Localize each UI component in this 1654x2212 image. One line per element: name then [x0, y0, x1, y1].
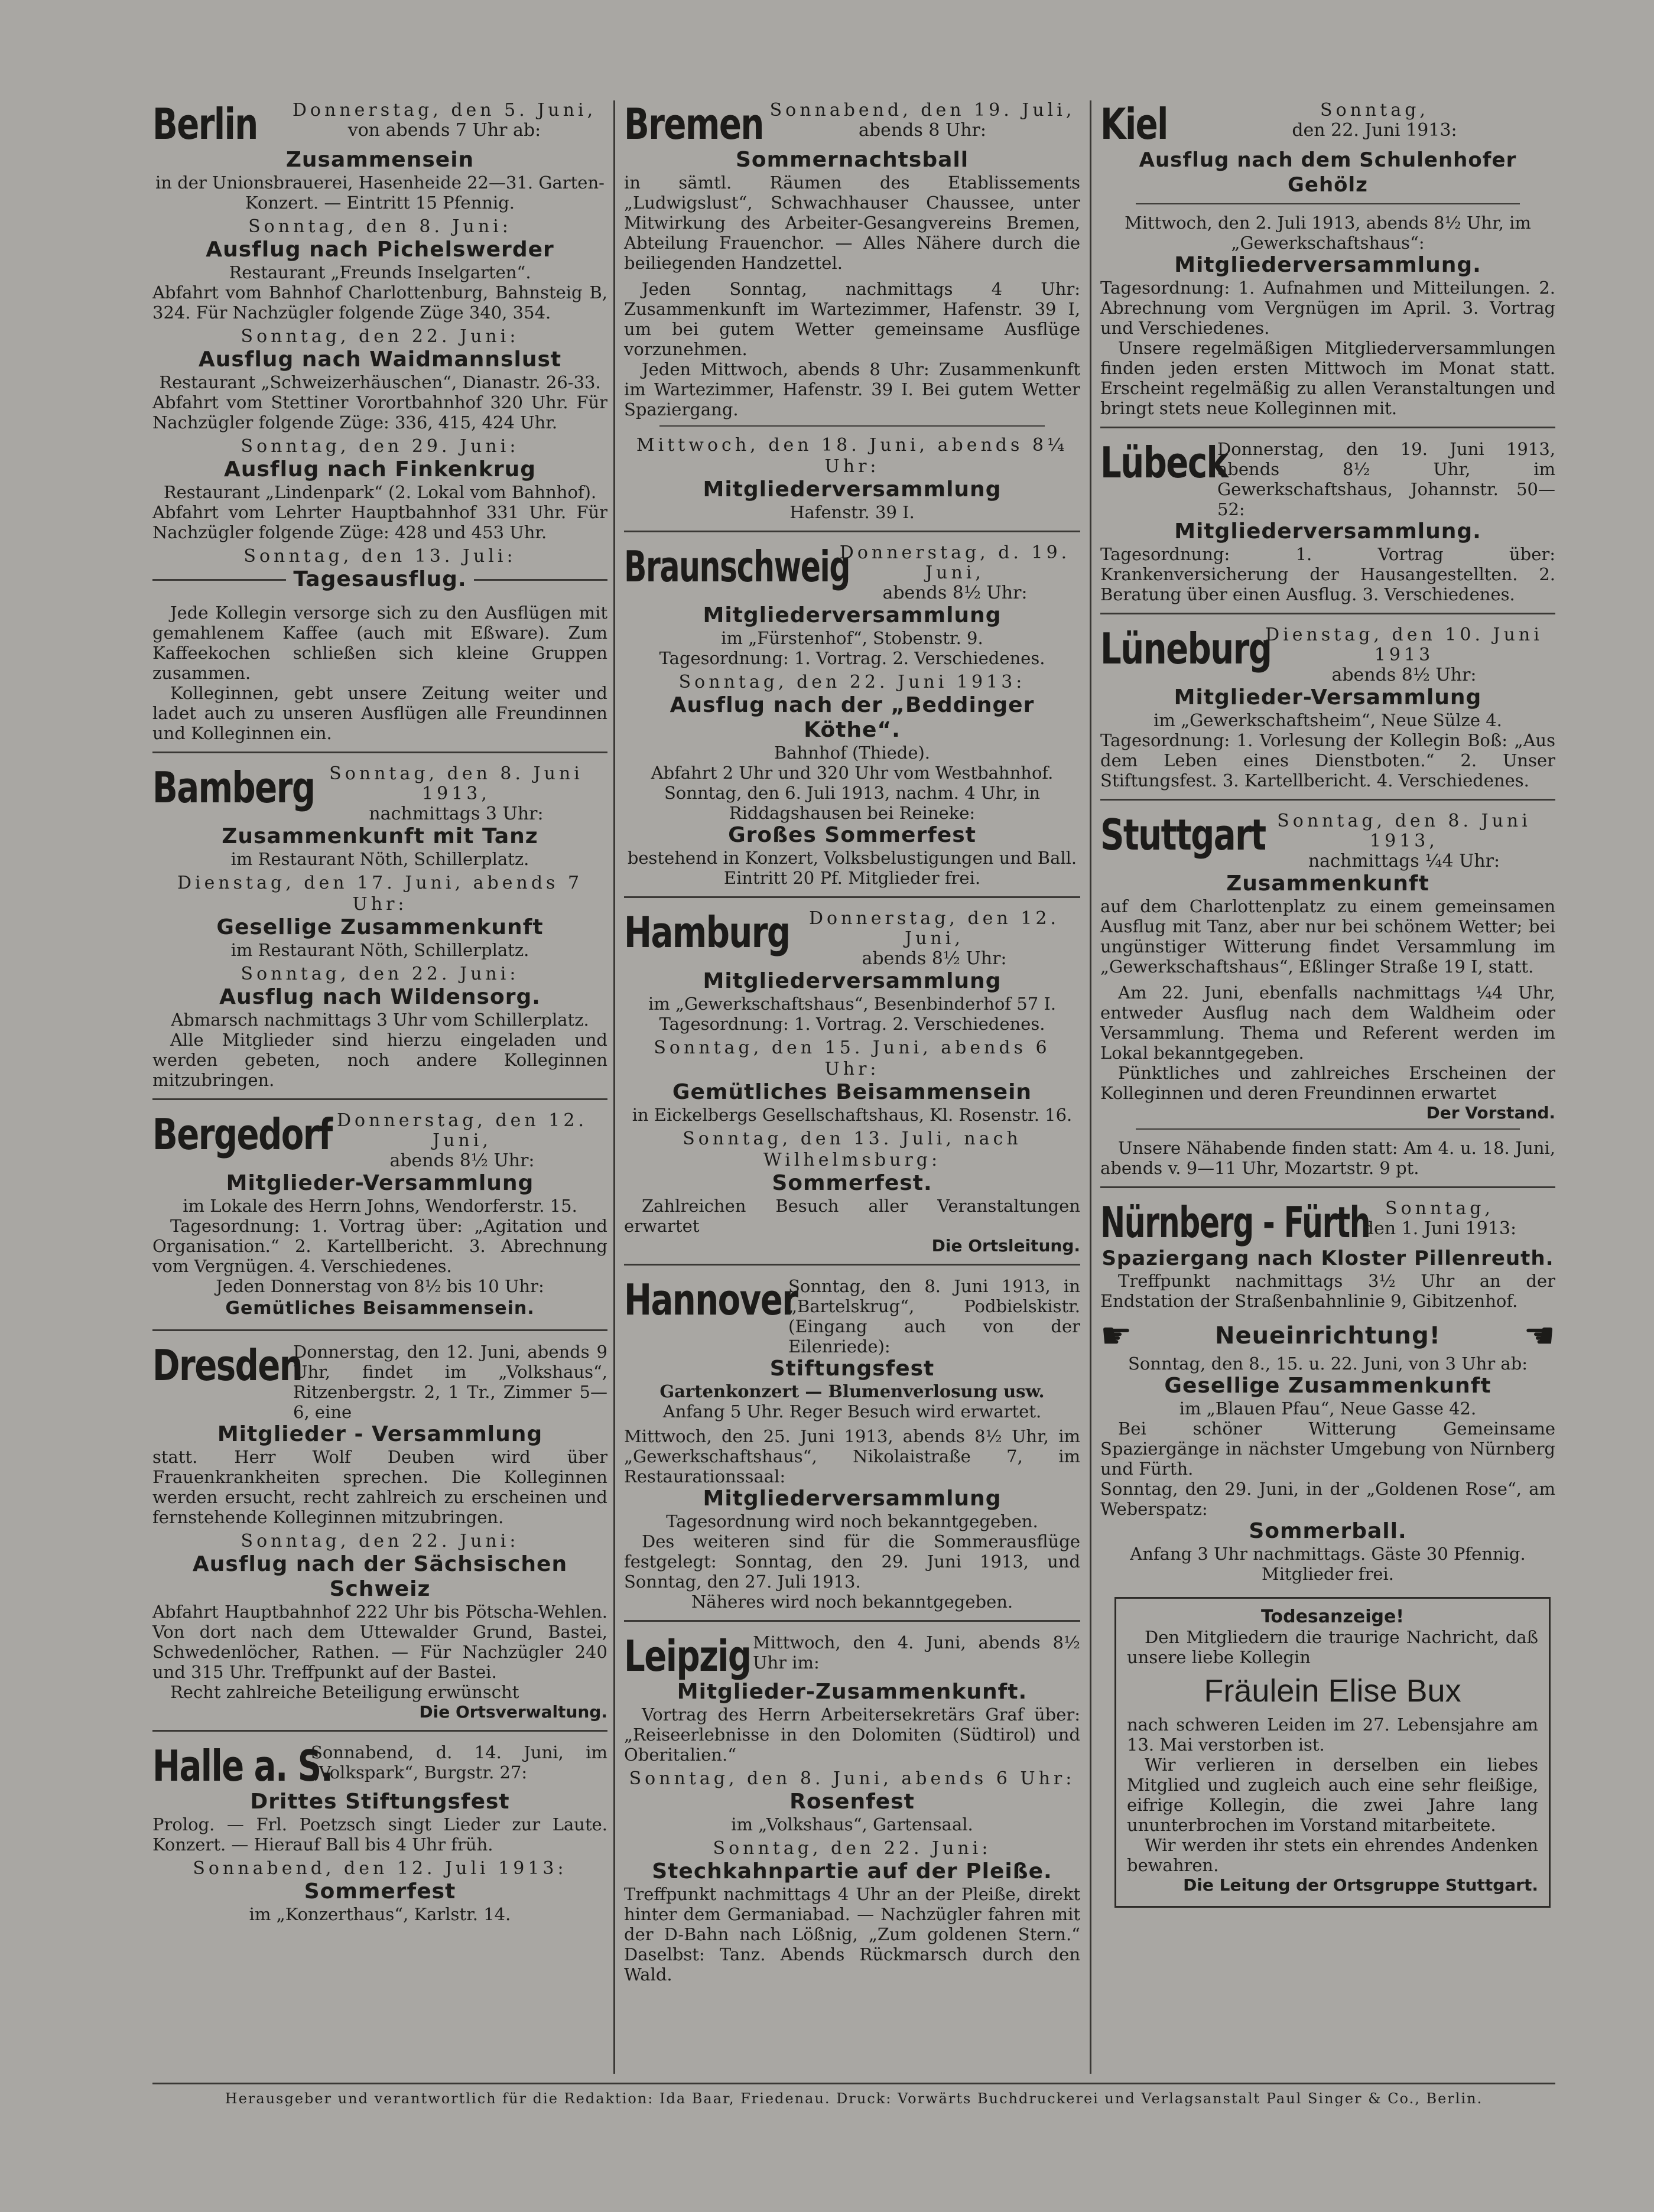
luebeck-head: Donnerstag, den 19. Juni 1913, abends 8½ Uhr, im Gewerkschaftshaus, Johannstr. 50—52: — [1217, 439, 1555, 519]
berlin-date2: Sonntag, den 8. Juni: — [248, 216, 512, 237]
berlin-text3a: Restaurant „Schweizerhäuschen“, Dianastr. 26-33. — [159, 372, 601, 392]
bamberg-text3b: Alle Mitglieder sind hierzu eingeladen und werden gebeten, noch andere Kolleginnen mitzubringen. — [152, 1030, 607, 1090]
notice-berlin — [152, 100, 607, 743]
column-left — [152, 100, 607, 1928]
city-heading-luebeck: Lübeck — [1100, 438, 1228, 487]
nuernberg-head1: Sonntag, — [1385, 1198, 1494, 1219]
braunschweig-title3: Großes Sommerfest — [728, 823, 976, 847]
nuernberg-text4: Bei schöner Witterung Gemeinsame Spaziergänge in nächster Umgebung von Nürnberg und Fürth. — [1100, 1419, 1555, 1479]
divider — [624, 1264, 1080, 1266]
pointing-hand-left-icon: ☚ — [1523, 1315, 1555, 1357]
nuernberg-text3: im „Blauen Pfau“, Neue Gasse 42. — [1179, 1398, 1477, 1419]
dresden-text2b: Recht zahlreiche Beteiligung erwünscht — [170, 1682, 519, 1702]
city-heading-dresden: Dresden — [152, 1341, 303, 1390]
lueneburg-head1: Dienstag, den 10. Juni 1913 — [1265, 624, 1543, 665]
death-notice-box — [1114, 1597, 1551, 1908]
braunschweig-date2: Sonntag, den 22. Juni 1913: — [678, 672, 1026, 692]
notice-lueneburg — [1100, 625, 1555, 791]
kiel-text2a: Tagesordnung: 1. Aufnahmen und Mitteilungen. 2. Abrechnung vom Vergnügen im April. 3. Vortrag und Verschiedenes. — [1100, 278, 1555, 338]
bamberg-text3a: Abmarsch nachmittags 3 Uhr vom Schillerplatz. — [171, 1010, 589, 1030]
dresden-text1: statt. Herr Wolf Deuben wird über Frauenkrankheiten sprechen. Die Kolleginnen werden ersucht, recht zahlreich zu erscheinen und fernstehende Kolleginnen mitzubringen. — [152, 1447, 607, 1527]
kiel-date2: Mittwoch, den 2. Juli 1913, abends 8½ Uhr, im „Gewerkschaftshaus“: — [1125, 213, 1531, 253]
kiel-title2: Mitgliederversammlung. — [1174, 253, 1481, 277]
divider — [1100, 1186, 1555, 1188]
dresden-title: Mitglieder - Versammlung — [217, 1422, 543, 1446]
braunschweig-date3: Sonntag, den 6. Juli 1913, nachm. 4 Uhr, in Riddagshausen bei Reineke: — [664, 783, 1041, 823]
braunschweig-text5: bestehend in Konzert, Volksbelustigungen und Ball. — [627, 848, 1077, 868]
leipzig-title: Mitglieder-Zusammenkunft. — [677, 1680, 1028, 1704]
notice-stuttgart — [1100, 811, 1555, 1178]
stuttgart-title: Zusammenkunft — [1226, 871, 1429, 896]
city-heading-bremen: Bremen — [624, 99, 763, 149]
deceased-name: Fräulein Elise Bux — [1204, 1673, 1461, 1709]
notice-nuernberg — [1100, 1199, 1555, 1584]
bamberg-text1: im Restaurant Nöth, Schillerplatz. — [230, 849, 529, 869]
divider — [1100, 427, 1555, 428]
leipzig-text1: Vortrag des Herrn Arbeitersekretärs Graf über: „Reiseerlebnisse in den Dolomiten (Südtirol) und Oberitalien.“ — [624, 1704, 1080, 1765]
nuernberg-text2: Sonntag, den 8., 15. u. 22. Juni, von 3 Uhr ab: — [1127, 1354, 1528, 1374]
notice-bergedorf — [152, 1111, 607, 1321]
braunschweig-text1: im „Fürstenhof“, Stobenstr. 9. — [721, 628, 983, 648]
divider — [624, 896, 1080, 898]
berlin-title3: Ausflug nach Waidmannslust — [198, 347, 562, 372]
dresden-date2: Sonntag, den 22. Juni: — [241, 1531, 519, 1551]
death-notice-text2: nach schweren Leiden im 27. Lebensjahre am 13. Mai verstorben ist. — [1127, 1715, 1538, 1755]
city-heading-stuttgart: Stuttgart — [1100, 810, 1266, 860]
city-heading-kiel: Kiel — [1100, 99, 1168, 149]
halle-title: Drittes Stiftungsfest — [250, 1790, 510, 1814]
berlin-text4a: Restaurant „Lindenpark“ (2. Lokal vom Bahnhof). — [163, 482, 597, 502]
notice-bremen — [624, 100, 1080, 522]
pointing-hand-right-icon: ☛ — [1100, 1315, 1132, 1357]
berlin-date3: Sonntag, den 22. Juni: — [241, 326, 519, 347]
notice-kiel — [1100, 100, 1555, 418]
imprint-footer: Herausgeber und verantwortlich für die Redaktion: Ida Baar, Friedenau. Druck: Vorwärts Buchdruckerei und Verlagsanstalt Paul Singer & Co., Berlin. — [152, 2083, 1555, 2107]
hamburg-text1: im „Gewerkschaftshaus“, Besenbinderhof 57 I. — [648, 994, 1057, 1014]
city-heading-bamberg: Bamberg — [152, 763, 315, 812]
berlin-text5b: Kolleginnen, gebt unsere Zeitung weiter und ladet auch zu unseren Ausflügen alle Freundinnen und Kolleginnen ein. — [152, 683, 607, 743]
city-heading-halle: Halle a. S. — [152, 1741, 333, 1791]
berlin-text3b: Abfahrt vom Stettiner Vorortbahnhof 320 Uhr. Für Nachzügler folgende Züge: 336, 415, 424 Uhr. — [152, 392, 607, 432]
berlin-text1: in der Unionsbrauerei, Hasenheide 22—31. Garten-Konzert. — Eintritt 15 Pfennig. — [155, 173, 605, 213]
city-heading-braunschweig: Braunschweig — [624, 542, 850, 591]
stuttgart-head1: Sonntag, den 8. Juni 1913, — [1277, 811, 1531, 851]
hannover-title: Stiftungsfest — [769, 1357, 935, 1381]
hamburg-head2: abends 8½ Uhr: — [862, 948, 1007, 969]
column-middle — [624, 100, 1080, 1988]
stuttgart-signature: Der Vorstand. — [1426, 1103, 1555, 1123]
kiel-title: Ausflug nach dem Schulenhofer Gehölz — [1139, 148, 1517, 197]
bergedorf-head1: Donnerstag, den 12. Juni, — [337, 1110, 587, 1151]
bremen-head2: abends 8 Uhr: — [859, 120, 986, 141]
hannover-text6: Näheres wird noch bekanntgegeben. — [691, 1592, 1013, 1612]
notice-braunschweig — [624, 543, 1080, 888]
hamburg-text4: Zahlreichen Besuch aller Veranstaltungen erwartet — [624, 1196, 1080, 1236]
leipzig-date3: Sonntag, den 22. Juni: — [713, 1838, 992, 1859]
bergedorf-text2: Tagesordnung: 1. Vortrag über: „Agitation und Organisation.“ 2. Kartellbericht. 3. Abrechnung vom Vergnügen. 4. Verschiedenes. — [152, 1216, 607, 1276]
halle-text1: Prolog. — Frl. Poetzsch singt Lieder zur Laute. Konzert. — Hierauf Ball bis 4 Uhr früh. — [152, 1814, 607, 1855]
kiel-text2b: Unsere regelmäßigen Mitgliederversammlungen finden jeden ersten Mittwoch im Monat statt. Erscheint regelmäßig zu allen Veranstaltungen und bringt stets neue Kolleginnen mit. — [1100, 338, 1555, 418]
bamberg-text2: im Restaurant Nöth, Schillerplatz. — [230, 940, 529, 960]
death-notice-text1: Den Mitgliedern die traurige Nachricht, daß unsere liebe Kollegin — [1127, 1627, 1538, 1667]
notice-halle — [152, 1742, 607, 1924]
dresden-head: Donnerstag, den 12. Juni, abends 9 Uhr, findet im „Volkshaus“, Ritzenbergstr. 2, 1 Tr., Zimmer 5—6, eine — [293, 1342, 607, 1422]
bergedorf-text1: im Lokale des Herrn Johns, Wendorferstr. 15. — [183, 1196, 577, 1216]
nuernberg-title2: Gesellige Zusammenkunft — [1164, 1374, 1491, 1398]
berlin-date4: Sonntag, den 29. Juni: — [241, 436, 519, 457]
bremen-text1: in sämtl. Räumen des Etablissements „Ludwigslust“, Schwachhauser Chaussee, unter Mitwirkung des Arbeiter-Gesangvereins Bremen, Abteilung Frauenchor. — Alles Nähere durch die beiliegenden Handzettel. — [624, 173, 1080, 273]
new-feature-banner — [1100, 1315, 1555, 1357]
braunschweig-title: Mitgliederversammlung — [703, 603, 1002, 627]
berlin-text4b: Abfahrt vom Lehrter Hauptbahnhof 331 Uhr. Für Nachzügler folgende Züge: 428 und 453 Uhr. — [152, 502, 607, 542]
notice-hannover — [624, 1276, 1080, 1612]
hamburg-date2: Sonntag, den 15. Juni, abends 6 Uhr: — [654, 1037, 1051, 1079]
death-notice-text3: Wir verlieren in derselben ein liebes Mitglied und zugleich auch eine sehr fleißige, eifrige Kollegin, die zwei Jahre lang ununterbrochen im Vorstand mitarbeitete. — [1127, 1755, 1538, 1835]
leipzig-date2: Sonntag, den 8. Juni, abends 6 Uhr: — [629, 1768, 1075, 1789]
divider — [1100, 613, 1555, 614]
city-heading-berlin: Berlin — [152, 99, 258, 149]
stuttgart-text1: auf dem Charlottenplatz zu einem gemeinsamen Ausflug mit Tanz, aber nur bei schönem Wetter; bei ungünstiger Witterung findet Versammlung im „Gewerkschaftshaus“, Eßlinger Straße 19 I, statt. — [1100, 896, 1555, 977]
hamburg-text2: Tagesordnung: 1. Vortrag. 2. Verschiedenes. — [659, 1014, 1045, 1034]
notice-dresden — [152, 1342, 607, 1722]
hannover-text1: Gartenkonzert — Blumenverlosung usw. — [659, 1381, 1045, 1401]
nuernberg-text6: Anfang 3 Uhr nachmittags. Gäste 30 Pfennig. — [1130, 1544, 1526, 1564]
berlin-text2a: Restaurant „Freunds Inselgarten“. — [229, 262, 531, 282]
nuernberg-head2: den 1. Juni 1913: — [1362, 1218, 1517, 1239]
lueneburg-text1: im „Gewerkschaftsheim“, Neue Sülze 4. — [1153, 710, 1502, 730]
braunschweig-title2: Ausflug nach der „Beddinger Köthe“. — [670, 693, 1035, 742]
nuernberg-text5: Sonntag, den 29. Juni, in der „Goldenen Rose“, am Weberspatz: — [1100, 1479, 1555, 1519]
berlin-title2: Ausflug nach Pichelswerder — [206, 238, 554, 262]
bamberg-date3: Sonntag, den 22. Juni: — [241, 964, 519, 984]
bergedorf-title2: Gemütliches Beisammensein. — [225, 1298, 535, 1319]
leipzig-head: Mittwoch, den 4. Juni, abends 8½ Uhr im: — [753, 1632, 1080, 1673]
notice-hamburg — [624, 909, 1080, 1255]
berlin-text2b: Abfahrt vom Bahnhof Charlottenburg, Bahnsteig B, 324. Für Nachzügler folgende Züge 340, 354. — [152, 282, 607, 323]
bremen-text3: Jeden Mittwoch, abends 8 Uhr: Zusammenkunft im Wartezimmer, Hafenstr. 39 I. Bei gutem Wetter Spaziergang. — [624, 359, 1080, 419]
halle-date2: Sonnabend, den 12. Juli 1913: — [193, 1858, 567, 1879]
berlin-title4: Ausflug nach Finkenkrug — [224, 457, 536, 482]
stuttgart-head2: nachmittags ¼4 Uhr: — [1308, 851, 1500, 871]
stuttgart-text3: Pünktliches und zahlreiches Erscheinen der Kolleginnen und deren Freundinnen erwartet — [1100, 1063, 1555, 1103]
city-heading-hamburg: Hamburg — [624, 907, 790, 957]
hamburg-head1: Donnerstag, den 12. Juni, — [809, 908, 1060, 949]
hamburg-title2: Gemütliches Beisammensein — [672, 1080, 1032, 1104]
dresden-text2a: Abfahrt Hauptbahnhof 222 Uhr bis Pötscha-Wehlen. Von dort nach dem Uttewalder Grund, Bastei, Schwedenlöcher, Rathen. — Für Nachzügler 240 und 315 Uhr. Treffpunkt auf der Bastei. — [152, 1602, 607, 1682]
leipzig-text2: im „Volkshaus“, Gartensaal. — [731, 1814, 973, 1834]
bamberg-title2: Gesellige Zusammenkunft — [216, 915, 544, 939]
hamburg-title3: Sommerfest. — [772, 1171, 932, 1195]
city-heading-leipzig: Leipzig — [624, 1631, 751, 1681]
kiel-head1: Sonntag, — [1320, 100, 1429, 121]
halle-text2: im „Konzerthaus“, Karlstr. 14. — [249, 1904, 511, 1924]
braunschweig-head2: abends 8½ Uhr: — [882, 583, 1028, 603]
divider — [624, 531, 1080, 532]
braunschweig-text4: Abfahrt 2 Uhr und 320 Uhr vom Westbahnhof. — [651, 763, 1054, 783]
braunschweig-text6: Eintritt 20 Pf. Mitglieder frei. — [723, 868, 981, 888]
bremen-head1: Sonnabend, den 19. Juli, — [769, 100, 1075, 121]
leipzig-title3: Stechkahnpartie auf der Pleiße. — [652, 1859, 1052, 1884]
divider — [474, 579, 607, 581]
bergedorf-text3: Jeden Donnerstag von 8½ bis 10 Uhr: — [216, 1276, 544, 1296]
nuernberg-text7: Mitglieder frei. — [1262, 1564, 1394, 1584]
divider — [152, 1098, 607, 1100]
bremen-date2: Mittwoch, den 18. Juni, abends 8¼ Uhr: — [636, 435, 1068, 477]
berlin-text5a: Jede Kollegin versorge sich zu den Ausflügen mit gemahlenem Kaffee (auch mit Eßware). Zum Kaffeekochen schließen sich kleine Gruppen zusammen. — [152, 603, 607, 683]
kiel-head2: den 22. Juni 1913: — [1292, 120, 1457, 141]
bergedorf-title: Mitglieder-Versammlung — [226, 1171, 534, 1195]
divider — [624, 1620, 1080, 1622]
berlin-title: Zusammensein — [285, 148, 475, 172]
stuttgart-text4: Unsere Nähabende finden statt: Am 4. u. 18. Juni, abends v. 9—11 Uhr, Mozartstr. 9 pt. — [1100, 1138, 1555, 1178]
nuernberg-new-title: Neueinrichtung! — [1215, 1322, 1441, 1349]
notice-leipzig — [624, 1632, 1080, 1985]
bamberg-title: Zusammenkunft mit Tanz — [222, 824, 538, 848]
notice-bamberg — [152, 764, 607, 1090]
nuernberg-title3: Sommerball. — [1249, 1519, 1407, 1543]
bamberg-head2: nachmittags 3 Uhr: — [369, 804, 544, 824]
berlin-head1: Donnerstag, den 5. Juni, — [292, 100, 597, 121]
divider — [659, 425, 1045, 427]
city-heading-nuernberg: Nürnberg - Fürth — [1100, 1198, 1370, 1247]
bremen-text4: Hafenstr. 39 I. — [789, 502, 915, 522]
luebeck-title: Mitgliederversammlung. — [1174, 519, 1481, 544]
hamburg-title: Mitgliederversammlung — [703, 969, 1002, 993]
column-divider-1 — [613, 100, 615, 2074]
bremen-text2: Jeden Sonntag, nachmittags 4 Uhr: Zusammenkunft im Wartezimmer, Hafenstr. 39 I, um bei gutem Wetter gemeinsame Ausflüge vorzunehmen. — [624, 279, 1080, 359]
bamberg-date2: Dienstag, den 17. Juni, abends 7 Uhr: — [177, 873, 583, 915]
hannover-text3: Mittwoch, den 25. Juni 1913, abends 8½ Uhr, im „Gewerkschaftshaus“, Nikolaistraße 7, im Restaurationssaal: — [624, 1426, 1080, 1486]
notice-luebeck — [1100, 439, 1555, 604]
city-heading-hannover: Hannover — [624, 1275, 798, 1325]
bamberg-head1: Sonntag, den 8. Juni 1913, — [329, 763, 583, 804]
column-right — [1100, 100, 1555, 1908]
city-heading-lueneburg: Lüneburg — [1100, 624, 1272, 674]
divider — [152, 579, 286, 581]
dresden-signature: Die Ortsverwaltung. — [419, 1702, 607, 1722]
braunschweig-head1: Donnerstag, d. 19. Juni, — [839, 542, 1071, 583]
divider — [152, 1730, 607, 1732]
death-notice-title: Todesanzeige! — [1261, 1606, 1404, 1627]
bamberg-title3: Ausflug nach Wildensorg. — [219, 985, 541, 1009]
hannover-text4: Tagesordnung wird noch bekanntgegeben. — [666, 1511, 1038, 1531]
nuernberg-title: Spaziergang nach Kloster Pillenreuth. — [1101, 1247, 1554, 1270]
death-notice-signature: Die Leitung der Ortsgruppe Stuttgart. — [1183, 1875, 1538, 1895]
bremen-title2: Mitgliederversammlung — [703, 477, 1002, 502]
hannover-head: Sonntag, den 8. Juni 1913, in „Bartelskrug“, Podbielskistr. (Eingang auch von der Eilenriede): — [788, 1276, 1080, 1357]
hannover-title2: Mitgliederversammlung — [703, 1486, 1002, 1511]
lueneburg-title: Mitglieder-Versammlung — [1174, 685, 1482, 710]
divider — [1136, 1128, 1520, 1130]
leipzig-text3: Treffpunkt nachmittags 4 Uhr an der Pleiße, direkt hinter dem Germaniabad. — Nachzügler fahren mit der D-Bahn nach Lößnig, „Zum goldenen Stern.“ Daselbst: Tanz. Abends Rückmarsch durch den Wald. — [624, 1884, 1080, 1985]
hamburg-date3: Sonntag, den 13. Juli, nach Wilhelmsburg: — [683, 1128, 1022, 1170]
lueneburg-head2: abends 8½ Uhr: — [1331, 665, 1477, 685]
berlin-date5: Sonntag, den 13. Juli: — [243, 546, 516, 567]
city-heading-bergedorf: Bergedorf — [152, 1110, 332, 1159]
nuernberg-text1: Treffpunkt nachmittags 3½ Uhr an der Endstation der Straßenbahnlinie 9, Gibitzenhof. — [1100, 1271, 1555, 1311]
halle-title2: Sommerfest — [304, 1879, 456, 1904]
halle-head: Sonnabend, d. 14. Juni, im „Volkspark“, Burgstr. 27: — [311, 1742, 607, 1782]
stuttgart-text2: Am 22. Juni, ebenfalls nachmittags ¼4 Uhr, entweder Ausflug nach dem Waldheim oder Versammlung. Thema und Referent werden im Lokal bekanntgegeben. — [1100, 983, 1555, 1063]
column-divider-2 — [1090, 100, 1091, 2074]
bremen-title: Sommernachtsball — [735, 148, 969, 172]
braunschweig-text2: Tagesordnung: 1. Vortrag. 2. Verschiedenes. — [659, 648, 1045, 668]
divider — [152, 1329, 607, 1331]
hamburg-signature: Die Ortsleitung. — [931, 1236, 1080, 1255]
lueneburg-text2: Tagesordnung: 1. Vorlesung der Kollegin Boß: „Aus dem Leben eines Dienstboten.“ 2. Unser Stiftungsfest. 3. Kartellbericht. 4. Verschiedenes. — [1100, 730, 1555, 791]
hannover-text5: Des weiteren sind für die Sommerausflüge festgelegt: Sonntag, den 29. Juni 1913, und Sonntag, den 27. Juli 1913. — [624, 1531, 1080, 1592]
divider — [1100, 799, 1555, 801]
berlin-head2: von abends 7 Uhr ab: — [347, 120, 541, 141]
death-notice-text4: Wir werden ihr stets ein ehrendes Andenken bewahren. — [1127, 1835, 1538, 1875]
bergedorf-head2: abends 8½ Uhr: — [389, 1150, 535, 1171]
divider — [152, 752, 607, 753]
braunschweig-text3: Bahnhof (Thiede). — [774, 743, 931, 763]
luebeck-text1: Tagesordnung: 1. Vortrag über: Krankenversicherung der Hausangestellten. 2. Beratung über einen Ausflug. 3. Verschiedenes. — [1100, 544, 1555, 604]
hamburg-text3: in Eickelbergs Gesellschaftshaus, Kl. Rosenstr. 16. — [632, 1105, 1073, 1125]
berlin-title5: Tagesausflug. — [293, 567, 467, 591]
divider — [1136, 203, 1520, 204]
leipzig-title2: Rosenfest — [789, 1790, 915, 1814]
dresden-title2: Ausflug nach der Sächsischen Schweiz — [192, 1552, 568, 1601]
hannover-text2: Anfang 5 Uhr. Reger Besuch wird erwartet. — [662, 1401, 1042, 1421]
